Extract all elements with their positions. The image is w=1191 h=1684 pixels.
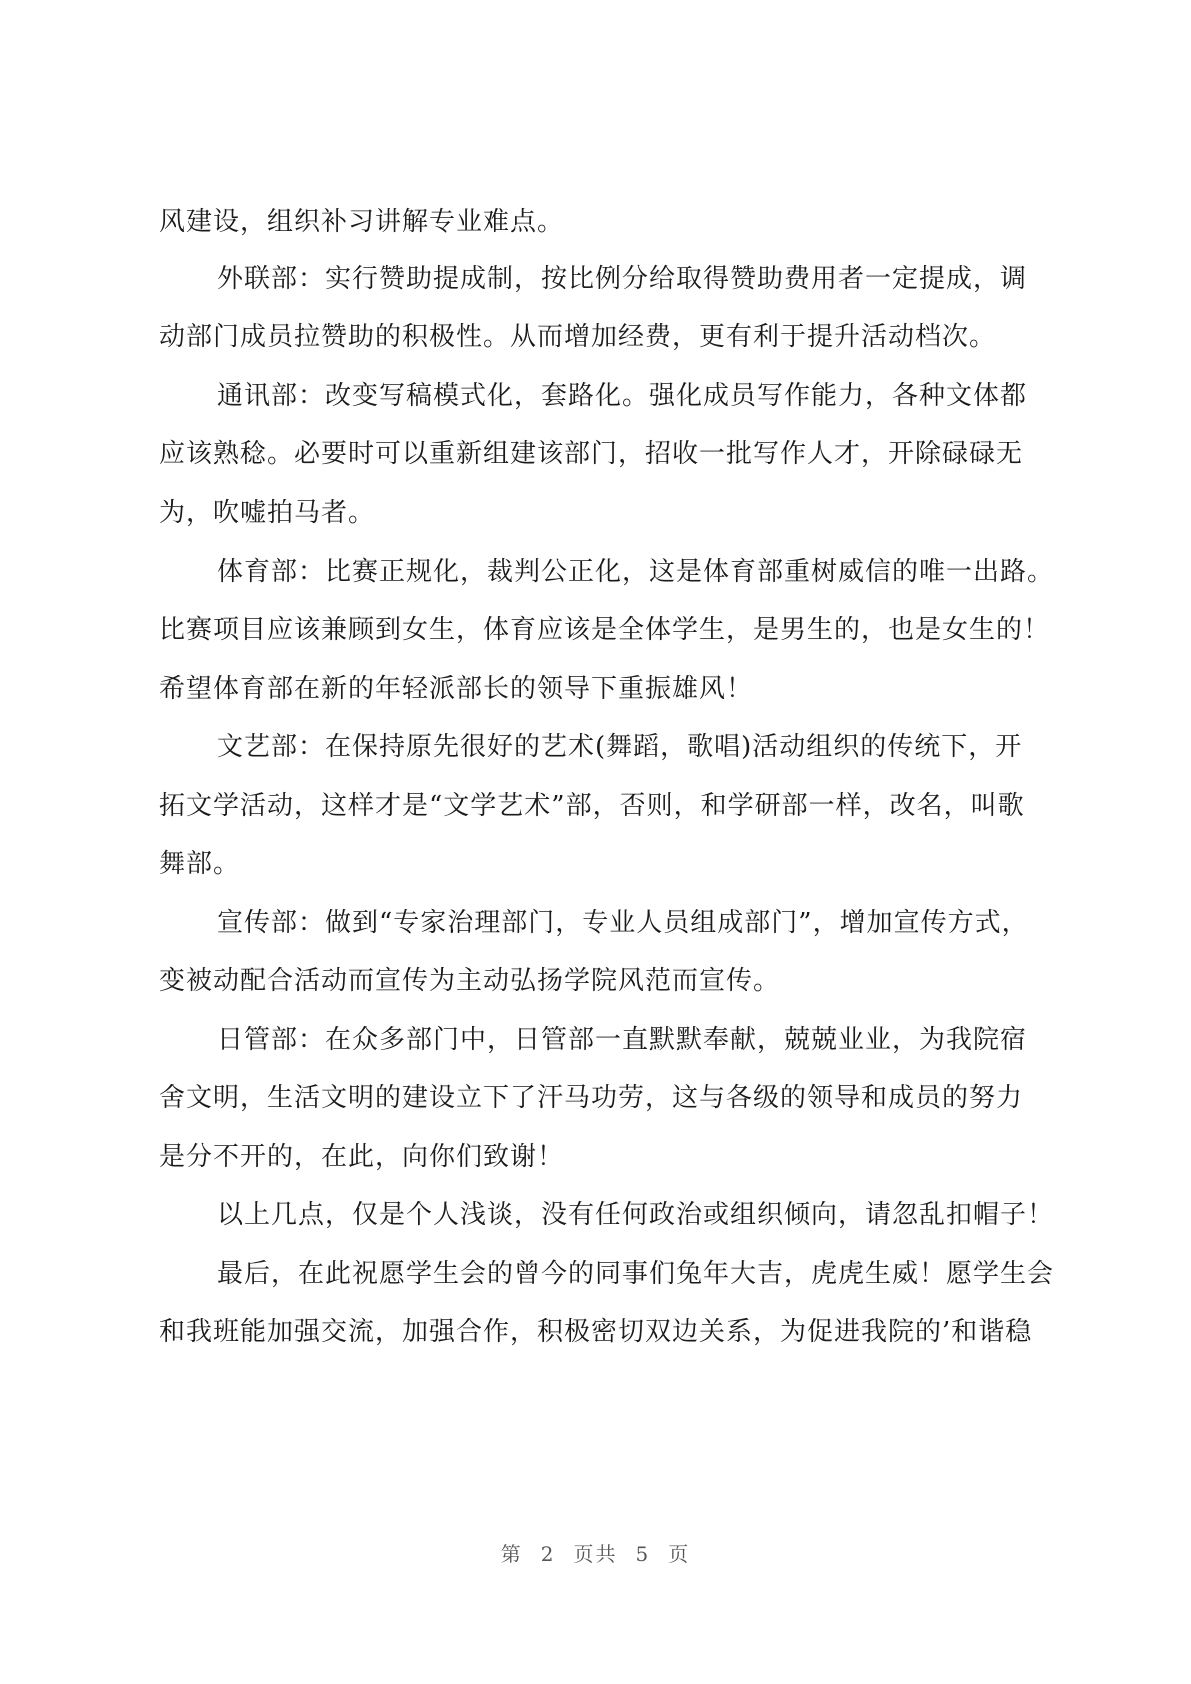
paragraph-line: 拓文学活动，这样才是“文学艺术”部，否则，和学研部一样，改名，叫歌 (159, 791, 1025, 821)
paragraph-line: 日管部：在众多部门中，日管部一直默默奉献，兢兢业业，为我院宿 (217, 1025, 1028, 1055)
paragraph-line: 舞部。 (159, 849, 241, 879)
paragraph-line: 体育部：比赛正规化，裁判公正化，这是体育部重树威信的唯一出路。 (217, 557, 1055, 587)
paragraph-line: 变被动配合活动而宣传为主动弘扬学院风范而宣传。 (159, 966, 781, 996)
footer-label-page: 第 (500, 1542, 523, 1566)
paragraph-line: 通讯部：改变写稿模式化，套路化。强化成员写作能力，各种文体都 (217, 381, 1028, 411)
footer-label-of: 页共 (573, 1542, 618, 1566)
page-footer (0, 1538, 1191, 1567)
paragraph-line: 宣传部：做到“专家治理部门，专业人员组成部门”，增加宣传方式， (217, 908, 1029, 938)
paragraph-line: 风建设，组织补习讲解专业难点。 (159, 207, 565, 237)
paragraph-line: 舍文明，生活文明的建设立下了汗马功劳，这与各级的领导和成员的努力 (159, 1083, 1024, 1113)
paragraph-line: 是分不开的，在此，向你们致谢！ (159, 1142, 565, 1172)
paragraph-line: 和我班能加强交流，加强合作，积极密切双边关系，为促进我院的’和谐稳 (159, 1317, 1033, 1347)
footer-total-pages: 5 (635, 1542, 651, 1566)
paragraph-line: 动部门成员拉赞助的积极性。从而增加经费，更有利于提升活动档次。 (159, 322, 997, 352)
paragraph-line: 比赛项目应该兼顾到女生，体育应该是全体学生，是男生的，也是女生的！ (159, 615, 1051, 645)
paragraph-line: 以上几点，仅是个人浅谈，没有任何政治或组织倾向，请忽乱扣帽子！ (217, 1200, 1055, 1230)
paragraph-line: 最后，在此祝愿学生会的曾今的同事们兔年大吉，虎虎生威！愿学生会 (217, 1259, 1055, 1289)
paragraph-line: 外联部：实行赞助提成制，按比例分给取得赞助费用者一定提成，调 (217, 264, 1028, 294)
paragraph-line: 希望体育部在新的年轻派部长的领导下重振雄风！ (159, 674, 754, 704)
footer-label-pages: 页 (668, 1542, 691, 1566)
paragraph-line: 应该熟稔。必要时可以重新组建该部门，招收一批写作人才，开除碌碌无 (159, 439, 1024, 469)
paragraph-line: 文艺部：在保持原先很好的艺术(舞蹈，歌唱)活动组织的传统下，开 (217, 732, 1023, 762)
footer-current-page: 2 (540, 1542, 556, 1566)
paragraph-line: 为，吹嘘拍马者。 (159, 498, 376, 528)
